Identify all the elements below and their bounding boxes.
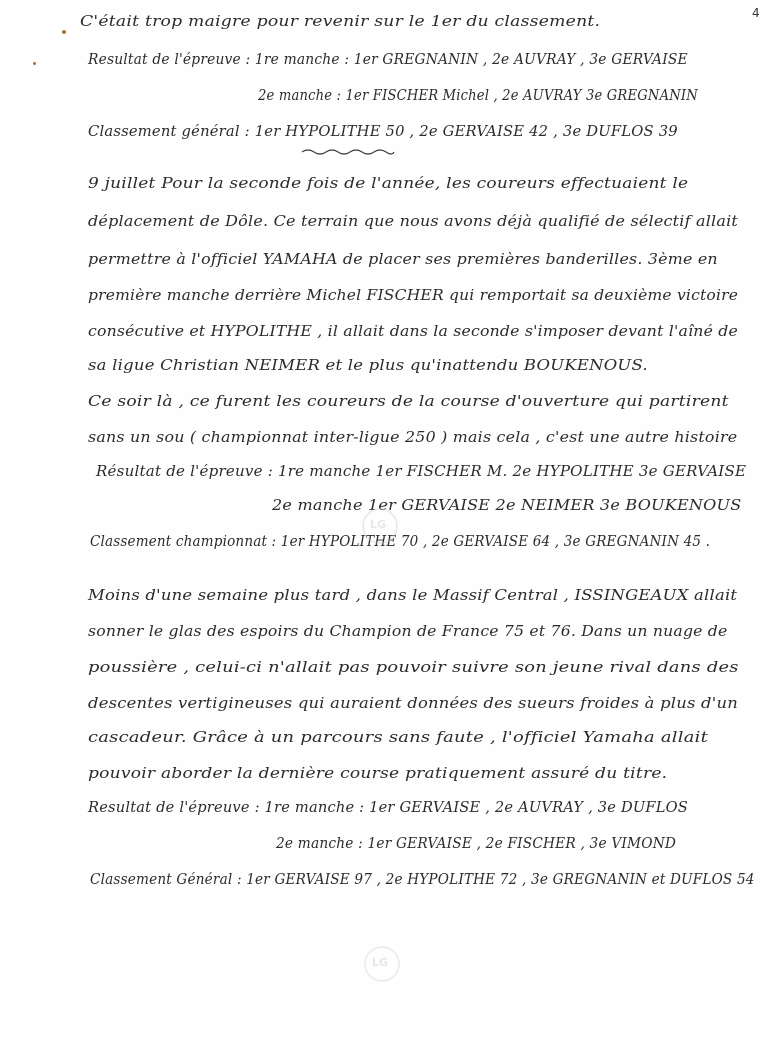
text-line: descentes vertigineuses qui auraient données des sueurs froides à plus d'un: [88, 696, 738, 712]
watermark-text: LG: [372, 956, 389, 969]
text-line: cascadeur. Grâce à un parcours sans faute , l'officiel Yamaha allait: [88, 730, 709, 746]
text-line: 9 juillet Pour la seconde fois de l'année, les coureurs effectuaient le: [88, 176, 689, 192]
text-line: Resultat de l'épreuve : 1re manche : 1er GREGNANIN , 2e AUVRAY , 3e GERVAISE: [88, 52, 688, 68]
text-line: pouvoir aborder la dernière course pratiquement assuré du titre.: [88, 766, 668, 782]
section-divider: [300, 147, 396, 157]
text-line: déplacement de Dôle. Ce terrain que nous avons déjà qualifié de sélectif allait: [88, 214, 739, 230]
watermark-logo: [360, 506, 400, 546]
text-line: première manche derrière Michel FISCHER qui remportait sa deuxième victoire: [88, 288, 739, 304]
text-line: permettre à l'officiel YAMAHA de placer ses premières banderilles. 3ème en: [88, 252, 718, 268]
text-line: sans un sou ( championnat inter-ligue 250 ) mais cela , c'est une autre histoire: [88, 430, 738, 446]
text-line: Classement Général : 1er GERVAISE 97 , 2e HYPOLITHE 72 , 3e GREGNANIN et DUFLOS 54: [90, 872, 755, 888]
text-line: Moins d'une semaine plus tard , dans le Massif Central , ISSINGEAUX allait: [88, 588, 738, 604]
watermark-logo: [362, 944, 402, 984]
text-line: sa ligue Christian NEIMER et le plus qu'inattendu BOUKENOUS.: [88, 358, 648, 374]
text-line: C'était trop maigre pour revenir sur le 1er du classement.: [80, 14, 601, 30]
ink-spot: [62, 30, 66, 34]
text-line: sonner le glas des espoirs du Champion de France 75 et 76. Dans un nuage de: [88, 624, 728, 640]
text-line: Résultat de l'épreuve : 1re manche 1er FISCHER M. 2e HYPOLITHE 3e GERVAISE: [96, 464, 747, 480]
text-line: Classement championnat : 1er HYPOLITHE 70 , 2e GERVAISE 64 , 3e GREGNANIN 45 .: [90, 534, 711, 550]
text-line: Resultat de l'épreuve : 1re manche : 1er GERVAISE , 2e AUVRAY , 3e DUFLOS: [88, 800, 689, 816]
text-line: 2e manche 1er GERVAISE 2e NEIMER 3e BOUKENOUS: [272, 498, 742, 514]
text-line: poussière , celui-ci n'allait pas pouvoir suivre son jeune rival dans des: [88, 660, 739, 676]
text-line: consécutive et HYPOLITHE , il allait dans la seconde s'imposer devant l'aîné de: [88, 324, 739, 340]
text-line: Classement général : 1er HYPOLITHE 50 , 2e GERVAISE 42 , 3e DUFLOS 39: [88, 124, 678, 140]
watermark-text: LG: [370, 518, 387, 531]
page-number: 4: [752, 6, 760, 20]
ink-spot: [33, 62, 36, 65]
text-line: 2e manche : 1er GERVAISE , 2e FISCHER , 3e VIMOND: [276, 836, 677, 852]
text-line: Ce soir là , ce furent les coureurs de la course d'ouverture qui partirent: [88, 394, 729, 410]
text-line: 2e manche : 1er FISCHER Michel , 2e AUVRAY 3e GREGNANIN: [258, 88, 698, 104]
